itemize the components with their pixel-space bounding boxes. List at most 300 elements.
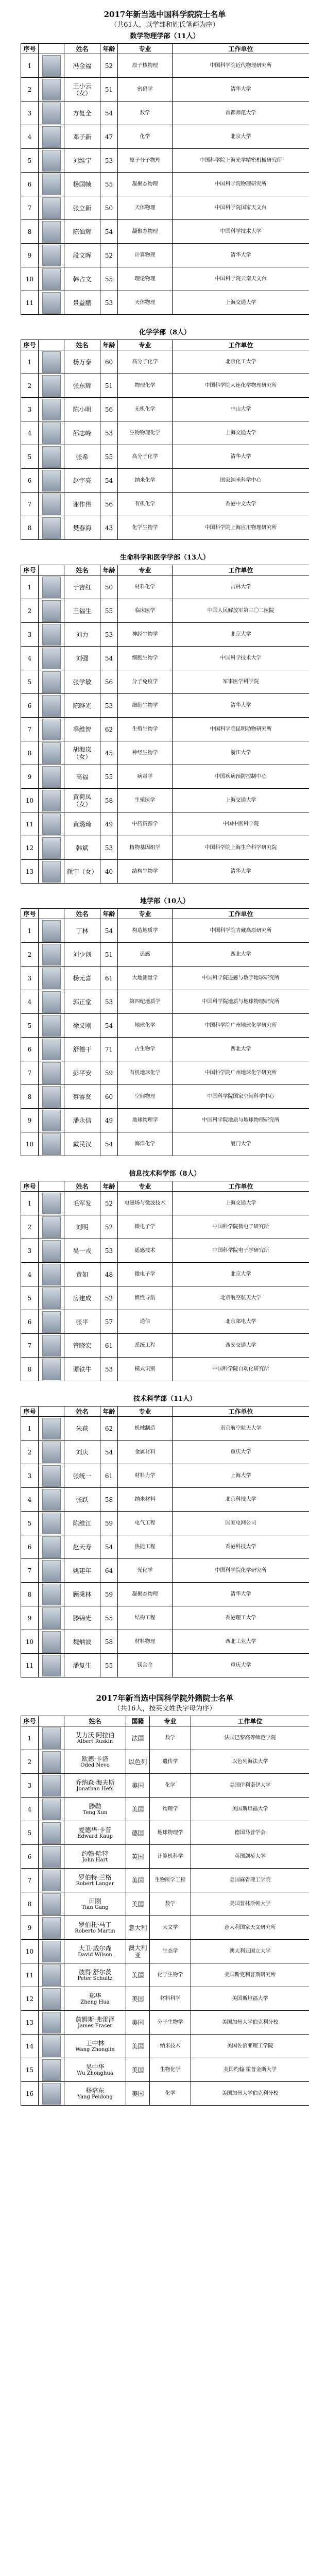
member-unit: 德国马普学会 (191, 1821, 309, 1845)
member-field: 微电子学 (118, 1215, 173, 1239)
division-title: 生命科学和医学学部（13人） (119, 554, 210, 562)
member-name: 舒德干 (64, 1038, 100, 1061)
member-age: 51 (100, 78, 118, 101)
member-unit: 北京科技大学 (173, 1488, 309, 1512)
member-unit: 美国加州大学伯克利分校 (191, 2011, 309, 2035)
member-name: 赵天寿 (64, 1535, 100, 1559)
portrait-photo (42, 790, 61, 811)
member-age: 50 (100, 575, 118, 599)
member-age: 61 (100, 1464, 118, 1488)
member-unit: 中国科学技术大学 (173, 220, 309, 244)
header-unit: 工作单位 (173, 909, 309, 919)
member-name: 郭正堂 (64, 990, 100, 1014)
member-age: 53 (100, 694, 118, 718)
portrait-photo (42, 1489, 61, 1511)
row-number: 10 (21, 789, 39, 812)
member-unit: 中国科学院国家天文台 (173, 196, 309, 220)
table-row (21, 2082, 309, 2106)
member-field: 电气工程 (118, 1512, 173, 1535)
member-name-en: Oded Nevo (80, 1762, 110, 1768)
member-name: 张希 (64, 445, 100, 469)
portrait-cell (39, 101, 64, 125)
member-field: 光化学 (118, 1559, 173, 1583)
member-field: 化学 (150, 1774, 191, 1798)
table-row (21, 2035, 309, 2058)
member-unit: 中国科学院微电子研究所 (173, 1215, 309, 1239)
portrait-photo (42, 517, 61, 539)
row-number: 2 (21, 943, 39, 967)
portrait-photo (42, 1062, 61, 1084)
member-age: 64 (100, 1559, 118, 1583)
member-name: 黄荷凤（女） (64, 789, 100, 812)
portrait-photo (42, 1110, 61, 1131)
member-field: 生物化学 (150, 2058, 191, 2082)
member-age: 49 (100, 812, 118, 836)
portrait-cell (39, 1014, 64, 1038)
portrait-cell (39, 1726, 64, 1750)
member-unit: 美国斯克利普斯研究所 (191, 1963, 309, 1987)
table-row (21, 789, 309, 812)
table-row (21, 1940, 309, 1963)
member-country: 德国 (126, 1821, 150, 1845)
header-field: 专业 (118, 44, 173, 54)
portrait-photo (42, 375, 61, 397)
table-row (21, 1606, 309, 1630)
member-unit: 首都师范大学 (173, 101, 309, 125)
member-age: 58 (100, 789, 118, 812)
member-field: 有机化学 (118, 493, 173, 516)
table-row (21, 1286, 309, 1310)
name-cell (64, 2011, 126, 2035)
row-number: 6 (21, 1845, 39, 1869)
portrait-cell (39, 860, 64, 884)
member-country: 美国 (126, 1774, 150, 1798)
table-header-row (21, 44, 309, 54)
name-cell (64, 1774, 126, 1798)
portrait-cell (39, 1535, 64, 1559)
row-number: 6 (21, 1310, 39, 1334)
table-row (21, 1215, 309, 1239)
member-field: 模式识别 (118, 1358, 173, 1381)
portrait-photo (42, 1751, 61, 1773)
table-row (21, 1583, 309, 1606)
member-field: 生殖生物学 (118, 718, 173, 741)
division-table (21, 43, 309, 315)
portrait-photo (42, 1799, 61, 1820)
portrait-cell (39, 990, 64, 1014)
member-field: 凝聚态物理 (118, 173, 173, 196)
member-unit: 中国科学院上海应用物理研究所 (173, 516, 309, 540)
portrait-photo (42, 1465, 61, 1487)
table-header-row (21, 1406, 309, 1417)
portrait-cell (39, 1512, 64, 1535)
portrait-photo (42, 1442, 61, 1463)
row-number: 5 (21, 1512, 39, 1535)
portrait-cell (39, 1417, 64, 1440)
member-field: 神经生物学 (118, 623, 173, 647)
portrait-photo (42, 671, 61, 693)
portrait-photo (42, 600, 61, 622)
member-unit: 中国科学院近代物理研究所 (173, 54, 309, 78)
member-unit: 西北大学 (173, 943, 309, 967)
member-name: 邵志峰 (64, 421, 100, 445)
portrait-photo (42, 292, 61, 314)
table-row (21, 623, 309, 647)
member-name: 欧德·卡洛 (81, 1755, 109, 1762)
member-field: 遗传学 (150, 1750, 191, 1774)
table-row (21, 860, 309, 884)
member-age: 53 (100, 291, 118, 315)
member-unit: 上海交通大学 (173, 421, 309, 445)
portrait-cell (39, 1559, 64, 1583)
row-number: 2 (21, 1215, 39, 1239)
member-field: 天体物理 (118, 291, 173, 315)
member-field: 化学 (118, 125, 173, 149)
member-age: 71 (100, 1038, 118, 1061)
member-field: 材料力学 (118, 1464, 173, 1488)
member-name: 毛军发 (64, 1192, 100, 1215)
member-name-en: Yang Peidong (77, 2094, 113, 2100)
member-name: 杨元喜 (64, 967, 100, 990)
member-unit: 西安交通大学 (173, 1334, 309, 1358)
header-field: 专业 (118, 340, 173, 350)
portrait-cell (39, 2035, 64, 2058)
division-table (21, 1181, 309, 1381)
member-age: 52 (100, 1286, 118, 1310)
division-table (21, 1406, 309, 1677)
member-unit: 中国科学院电子学研究所 (173, 1239, 309, 1263)
portrait-photo (42, 174, 61, 195)
division-table (21, 908, 309, 1156)
member-field: 第四纪地质学 (118, 990, 173, 1014)
row-number: 5 (21, 445, 39, 469)
member-name: 郑华 (89, 1992, 101, 1999)
member-name-en: Teng Xun (82, 1809, 108, 1816)
portrait-photo (42, 719, 61, 740)
row-number: 11 (21, 291, 39, 315)
member-unit: 中国科学院化学研究所 (173, 1559, 309, 1583)
member-unit: 以色列海法大学 (191, 1750, 309, 1774)
table-header-row (21, 340, 309, 350)
portrait-photo (42, 1964, 61, 1986)
row-number: 2 (21, 1440, 39, 1464)
member-unit: 美国斯坦福大学 (191, 1798, 309, 1821)
member-field: 无机化学 (118, 398, 173, 421)
member-unit: 国家电网公司 (173, 1512, 309, 1535)
table-row (21, 1535, 309, 1559)
header-unit: 工作单位 (191, 1716, 309, 1726)
member-age: 59 (100, 1583, 118, 1606)
table-row (21, 1559, 309, 1583)
table-row (21, 125, 309, 149)
member-name: 邓子新 (64, 125, 100, 149)
portrait-cell (39, 244, 64, 267)
row-number: 9 (21, 244, 39, 267)
member-field: 生殖医学 (118, 789, 173, 812)
division-table (21, 565, 309, 884)
member-name: 陈维江 (64, 1512, 100, 1535)
table-row (21, 54, 309, 78)
header-age: 年龄 (100, 340, 118, 350)
row-number: 1 (21, 1192, 39, 1215)
member-name: 杨培东 (85, 2087, 105, 2094)
row-number: 9 (21, 1109, 39, 1132)
member-field: 化学生物学 (118, 516, 173, 540)
member-field: 分子免疫学 (118, 670, 173, 694)
row-number: 2 (21, 78, 39, 101)
member-name: 约翰·哈特 (81, 1850, 109, 1857)
name-cell (64, 2082, 126, 2106)
member-name: 陈仙辉 (64, 220, 100, 244)
member-age: 54 (100, 220, 118, 244)
member-name: 罗伯特·兰格 (78, 1873, 112, 1881)
table-header-row (21, 1716, 309, 1726)
row-number: 8 (21, 1583, 39, 1606)
member-field: 热能工程 (118, 1535, 173, 1559)
table-row (21, 1014, 309, 1038)
member-field: 金属材料 (118, 1440, 173, 1464)
member-name: 于吉红 (64, 575, 100, 599)
member-field: 海洋化学 (118, 1132, 173, 1156)
portrait-cell (39, 1358, 64, 1381)
member-field: 地球物理学 (150, 1821, 191, 1845)
member-country: 美国 (126, 1987, 150, 2011)
header-name: 姓名 (64, 565, 100, 575)
row-number: 6 (21, 469, 39, 493)
row-number: 5 (21, 1014, 39, 1038)
member-age: 54 (100, 1014, 118, 1038)
row-number: 2 (21, 374, 39, 398)
portrait-photo (42, 2059, 61, 2081)
member-name: 管晓宏 (64, 1334, 100, 1358)
portrait-photo (42, 1560, 61, 1582)
table-row (21, 575, 309, 599)
member-name: 高福 (64, 765, 100, 789)
portrait-photo (42, 1311, 61, 1333)
name-cell (64, 1987, 126, 2011)
portrait-photo (42, 1335, 61, 1357)
header-no: 序号 (21, 909, 39, 919)
portrait-cell (39, 836, 64, 860)
row-number: 7 (21, 1559, 39, 1583)
row-number: 3 (21, 1464, 39, 1488)
row-number: 11 (21, 1963, 39, 1987)
row-number: 7 (21, 718, 39, 741)
member-field: 通信 (118, 1310, 173, 1334)
member-name: 顾秉林 (64, 1583, 100, 1606)
header-no: 序号 (21, 340, 39, 350)
member-field: 生物医学工程 (150, 1869, 191, 1892)
member-unit: 美国约翰·霍普金斯大学 (191, 2058, 309, 2082)
name-cell (64, 1726, 126, 1750)
portrait-cell (39, 694, 64, 718)
member-unit: 北京大学 (173, 623, 309, 647)
member-name: 冯金福 (64, 54, 100, 78)
portrait-photo (42, 1822, 61, 1844)
member-unit: 中国科学院遥感与数字地球研究所 (173, 967, 309, 990)
member-field: 天文学 (150, 1916, 191, 1940)
member-name: 戴民汉 (64, 1132, 100, 1156)
member-name: 朱荻 (64, 1417, 100, 1440)
table-row (21, 445, 309, 469)
member-name: 滕锦光 (64, 1606, 100, 1630)
member-age: 61 (100, 1334, 118, 1358)
row-number: 4 (21, 1488, 39, 1512)
member-unit: 国家纳米科学中心 (173, 469, 309, 493)
portrait-cell (39, 1464, 64, 1488)
member-age: 56 (100, 493, 118, 516)
portrait-cell (39, 1750, 64, 1774)
member-field: 遥感技术 (118, 1239, 173, 1263)
row-number: 1 (21, 1726, 39, 1750)
member-country: 美国 (126, 2011, 150, 2035)
member-unit: 中国科学院地质与地球物理研究所 (173, 990, 309, 1014)
member-field: 机械制造 (118, 1417, 173, 1440)
portrait-cell (39, 647, 64, 670)
portrait-cell (39, 1215, 64, 1239)
member-field: 微电子学 (118, 1263, 173, 1286)
member-field: 高分子化学 (118, 350, 173, 374)
portrait-photo (42, 2083, 61, 2105)
portrait-cell (39, 1440, 64, 1464)
portrait-cell (39, 812, 64, 836)
member-unit: 清华大学 (173, 445, 309, 469)
header-age: 年龄 (100, 44, 118, 54)
table-row (21, 1061, 309, 1085)
member-field: 神经生物学 (118, 741, 173, 765)
portrait-cell (39, 1263, 64, 1286)
member-age: 47 (100, 125, 118, 149)
member-name-en: James Fraser (77, 2023, 113, 2029)
row-number: 16 (21, 2082, 39, 2106)
member-name: 彼得·舒尔茨 (78, 1968, 112, 1976)
row-number: 1 (21, 54, 39, 78)
portrait-photo (42, 648, 61, 669)
member-age: 60 (100, 1085, 118, 1109)
member-field: 大地测量学 (118, 967, 173, 990)
member-field: 纳米技术 (150, 2035, 191, 2058)
member-age: 59 (100, 1061, 118, 1085)
member-age: 61 (100, 967, 118, 990)
member-country: 美国 (126, 2035, 150, 2058)
row-number: 5 (21, 1286, 39, 1310)
member-name: 韩斌 (64, 836, 100, 860)
name-cell (64, 1798, 126, 1821)
row-number: 5 (21, 149, 39, 173)
member-age: 54 (100, 647, 118, 670)
portrait-cell (39, 1630, 64, 1654)
table-row (21, 943, 309, 967)
portrait-cell (39, 1286, 64, 1310)
member-field: 空间物理 (118, 1085, 173, 1109)
portrait-photo (42, 1287, 61, 1309)
table-row (21, 647, 309, 670)
portrait-photo (42, 1870, 61, 1891)
member-name-en: Edward Kaup (77, 1833, 113, 1839)
member-field: 原子分子物理 (118, 149, 173, 173)
member-age: 53 (100, 623, 118, 647)
portrait-photo (42, 577, 61, 598)
member-name: 段文晖 (64, 244, 100, 267)
portrait-photo (42, 1846, 61, 1868)
portrait-photo (42, 422, 61, 444)
member-field: 细胞生物学 (118, 647, 173, 670)
portrait-cell (39, 1109, 64, 1132)
portrait-cell (39, 1798, 64, 1821)
member-field: 物理学 (150, 1798, 191, 1821)
row-number: 3 (21, 398, 39, 421)
table-row (21, 1464, 309, 1488)
table-row (21, 1263, 309, 1286)
table-row (21, 2058, 309, 2082)
header-photo (39, 44, 64, 54)
row-number: 12 (21, 1987, 39, 2011)
member-unit: 南京航空航天大学 (173, 1417, 309, 1440)
row-number: 3 (21, 1774, 39, 1798)
portrait-cell (39, 1038, 64, 1061)
header-photo (39, 1181, 64, 1192)
row-number: 4 (21, 990, 39, 1014)
member-field: 生物物理化学 (118, 421, 173, 445)
table-row (21, 812, 309, 836)
member-country: 美国 (126, 1963, 150, 1987)
portrait-cell (39, 220, 64, 244)
portrait-cell (39, 575, 64, 599)
member-field: 临床医学 (118, 599, 173, 623)
member-unit: 西北大学 (173, 1038, 309, 1061)
portrait-photo (42, 837, 61, 859)
member-age: 54 (100, 1440, 118, 1464)
row-number: 7 (21, 1869, 39, 1892)
row-number: 2 (21, 1750, 39, 1774)
member-field: 古生物学 (118, 1038, 173, 1061)
table-row (21, 1038, 309, 1061)
member-unit: 香港科技大学 (173, 1535, 309, 1559)
member-age: 56 (100, 670, 118, 694)
portrait-cell (39, 1334, 64, 1358)
member-field: 凝聚态物理 (118, 1583, 173, 1606)
row-number: 10 (21, 1630, 39, 1654)
header-unit: 工作单位 (173, 44, 309, 54)
portrait-photo (42, 1133, 61, 1155)
member-unit: 重庆大学 (173, 1654, 309, 1677)
member-field: 纳米化学 (118, 469, 173, 493)
member-unit: 中国科学院大连化学物理研究所 (173, 374, 309, 398)
portrait-cell (39, 1583, 64, 1606)
table-row (21, 1845, 309, 1869)
portrait-cell (39, 1132, 64, 1156)
row-number: 8 (21, 1358, 39, 1381)
table-row (21, 101, 309, 125)
member-name: 季维智 (64, 718, 100, 741)
member-name-en: David Wilson (78, 1952, 112, 1958)
member-unit: 吉林大学 (173, 575, 309, 599)
member-unit: 中国科学院昆明动物研究所 (173, 718, 309, 741)
portrait-photo (42, 1418, 61, 1439)
foreign-title: 2017年新当选中国科学院外籍院士名单 (96, 1693, 234, 1703)
table-row (21, 493, 309, 516)
portrait-photo (42, 446, 61, 468)
table-row (21, 516, 309, 540)
member-name: 王小云（女） (64, 78, 100, 101)
portrait-photo (42, 1607, 61, 1629)
member-name-en: Peter Schultz (77, 1975, 113, 1981)
member-field: 天体物理 (118, 196, 173, 220)
member-field: 数学 (118, 101, 173, 125)
row-number: 4 (21, 125, 39, 149)
member-field: 镁合金 (118, 1654, 173, 1677)
table-row (21, 741, 309, 765)
